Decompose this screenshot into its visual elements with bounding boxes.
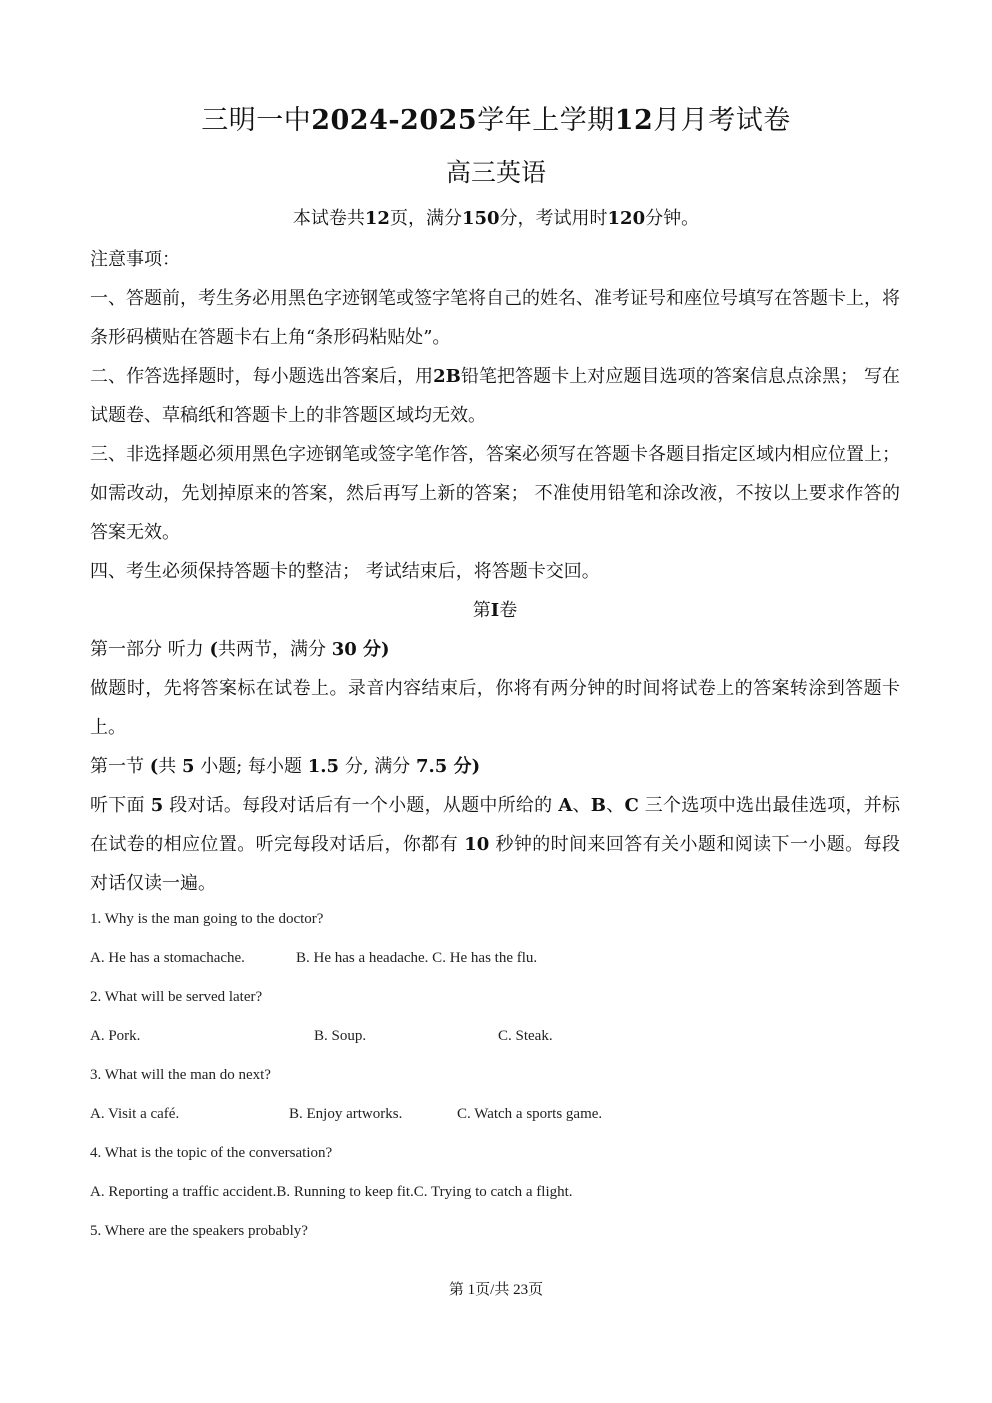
info-pages: 12: [364, 208, 390, 229]
question-1-options: [90, 939, 900, 978]
note-text: 铅笔把答题卡上对应题目选项的答案信息点涂黑； 写在试题卷、草稿纸和答题卡上的非答题区域均无效。: [90, 366, 900, 426]
section-text: (: [149, 756, 159, 777]
part-text: 共两节，满分: [217, 639, 332, 660]
section-number: 7.5: [415, 756, 448, 777]
instruction-2: [90, 786, 900, 903]
section-text: 分, 满分: [339, 756, 416, 777]
page-title: [0, 98, 992, 137]
option-b: B. Enjoy artworks.: [289, 1106, 403, 1122]
note-1: 一、答题前，考生务必用黑色字迹钢笔或签字笔将自己的姓名、准考证号和座位号填写在答题卡上，将条形码横贴在答题卡右上角“条形码粘贴处”。: [90, 288, 900, 348]
section-text: 第一节: [90, 756, 150, 777]
option-a: A. Visit a café.: [90, 1106, 180, 1122]
option-a: A. He has a stomachache.: [90, 950, 245, 966]
title-month: 12: [614, 105, 654, 136]
instr-number: 5: [150, 795, 164, 816]
instruction-1: 做题时，先将答案标在试卷上。录音内容结束后，你将有两分钟的时间将试卷上的答案转涂到答题卡上。: [90, 678, 900, 738]
info-text: 分钟。: [645, 208, 700, 229]
question-list: [90, 900, 900, 1251]
notes-heading: 注意事项：: [90, 249, 180, 270]
note-3: 三、非选择题必须用黑色字迹钢笔或签字笔作答，答案必须写在答题卡各题目指定区域内相应位置上； 如需改动，先划掉原来的答案，然后再写上新的答案； 不准使用铅笔和涂改液，不按以上要求作答的答案无效。: [90, 444, 900, 543]
question-2: 2. What will be served later?: [90, 989, 263, 1005]
question-5: 5. Where are the speakers probably?: [90, 1223, 308, 1239]
instr-letter: A: [558, 795, 573, 816]
info-text: 页，满分: [389, 208, 462, 229]
page-subtitle: 高三英语: [445, 158, 546, 187]
section-number: 5: [182, 756, 195, 777]
instr-number: 10: [464, 834, 490, 855]
instr-text: 听下面: [90, 795, 151, 816]
info-text: 分，考试用时: [499, 208, 608, 229]
note-2: [90, 357, 900, 435]
section-text: 小题; 每小题: [194, 756, 308, 777]
section1-heading: [90, 747, 900, 786]
option-b-c: B. He has a headache. C. He has the flu.: [296, 950, 538, 966]
instr-letter: B: [590, 795, 607, 816]
option-a-b-c: A. Reporting a traffic accident.B. Running to keep fit.C. Trying to catch a flight.: [90, 1184, 573, 1200]
instr-text: 秒钟的时间来回答有关小题和阅读下一小题。每段对话仅读一遍。: [90, 834, 900, 894]
question-4-options: [90, 1173, 900, 1212]
question-3-options: [90, 1095, 900, 1134]
option-b: B. Soup.: [314, 1028, 367, 1044]
instructions-body: [90, 240, 900, 903]
title-school: 三明一中: [201, 105, 312, 136]
note-pencil-grade: 2B: [433, 366, 461, 387]
part-text: (: [209, 639, 218, 660]
note-text: 二、作答选择题时，每小题选出答案后，用: [90, 366, 434, 387]
question-1: 1. Why is the man going to the doctor?: [90, 911, 324, 927]
part1-heading: [90, 630, 900, 669]
title-term: 学年上学期: [477, 105, 615, 136]
info-text: 本试卷共: [292, 208, 365, 229]
part-text: 分): [356, 639, 390, 660]
question-4: 4. What is the topic of the conversation?: [90, 1145, 333, 1161]
volume-heading: [90, 591, 900, 630]
instr-text: 、: [572, 795, 591, 816]
instr-letter: C: [624, 795, 639, 816]
question-3: 3. What will the man do next?: [90, 1067, 271, 1083]
exam-info: [0, 204, 992, 230]
question-2-options: [90, 1017, 900, 1056]
section-number: 1.5: [307, 756, 340, 777]
volume-text: 第: [472, 600, 491, 621]
title-exam: 月月考试卷: [653, 105, 791, 136]
option-a: A. Pork.: [90, 1028, 141, 1044]
option-c: C. Watch a sports game.: [457, 1106, 603, 1122]
volume-number: I: [490, 600, 500, 621]
info-score: 150: [461, 208, 500, 229]
title-years: 2024-2025: [311, 105, 478, 136]
section-text: 分): [447, 756, 481, 777]
note-4: 四、考生必须保持答题卡的整洁； 考试结束后，将答题卡交回。: [90, 561, 600, 582]
info-time: 120: [607, 208, 646, 229]
part-text: 第一部分 听力: [90, 639, 210, 660]
instr-text: 、: [606, 795, 625, 816]
part-score: 30: [331, 639, 357, 660]
page-footer: 第 1页/共 23页: [448, 1282, 544, 1298]
instr-text: 三个选项中选出最佳选项，并标在试卷的相应位置。听完每段对话后，你都有: [90, 795, 900, 855]
instr-text: 段对话。每段对话后有一个小题，从题中所给的: [163, 795, 559, 816]
section-text: 共: [158, 756, 182, 777]
volume-text: 卷: [499, 600, 518, 621]
option-c: C. Steak.: [498, 1028, 553, 1044]
